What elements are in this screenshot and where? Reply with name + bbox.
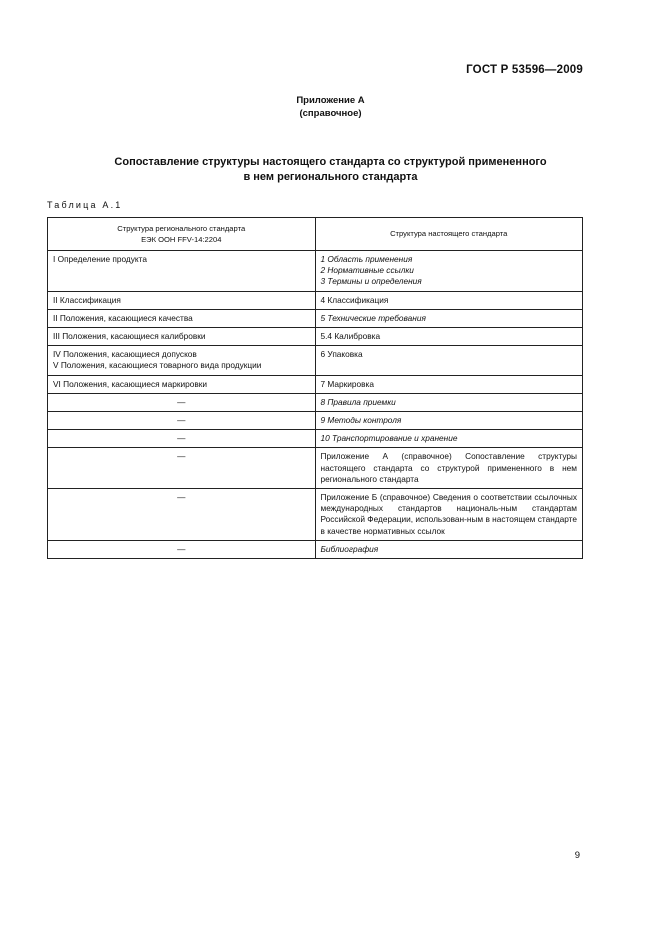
cell-text: 2 Нормативные ссылки <box>320 265 414 276</box>
comparison-table <box>47 217 583 559</box>
table-cell-current <box>315 412 583 430</box>
cell-dash: — <box>177 433 186 444</box>
table-cell-regional <box>48 448 316 489</box>
cell-text: V Положения, касающиеся товарного вида продукции <box>53 360 262 371</box>
table-cell-regional <box>48 412 316 430</box>
appendix-heading <box>0 94 661 120</box>
table-caption: Таблица А.1 <box>47 200 123 210</box>
table-cell-current <box>315 346 583 375</box>
cell-text: Библиография <box>320 543 379 554</box>
table-cell-regional <box>48 346 316 375</box>
appendix-subtitle: (справочное) <box>299 108 362 119</box>
section-title-line-1: Сопоставление структуры настоящего стандарта со структурой примененного <box>114 156 547 168</box>
cell-dash: — <box>177 396 186 407</box>
cell-text: II Положения, касающиеся качества <box>53 312 193 323</box>
cell-text: III Положения, касающиеся калибровки <box>53 331 206 342</box>
table-cell-current <box>315 489 583 541</box>
section-title-line-2: в нем регионального стандарта <box>243 171 418 183</box>
page-number: 9 <box>574 850 580 861</box>
cell-dash: — <box>177 492 186 503</box>
table-cell-current <box>315 309 583 327</box>
cell-text: Приложение Б (справочное) Сведения о соответствии ссылочных международных стандартов националь-ным стандартам Российской Федерации, использован-ным в настоящем стандарте в качестве нормативных ссылок <box>320 492 577 536</box>
table-cell-regional <box>48 251 316 292</box>
table-cell-regional <box>48 328 316 346</box>
cell-text: 7 Маркировка <box>320 378 374 389</box>
table-row <box>48 328 583 346</box>
cell-text: I Определение продукта <box>53 254 147 264</box>
table-cell-current <box>315 448 583 489</box>
cell-dash: — <box>177 451 186 462</box>
table-row <box>48 448 583 489</box>
table-header-row <box>48 218 583 251</box>
table-row <box>48 346 583 375</box>
table-cell-regional <box>48 393 316 411</box>
table-row <box>48 540 583 558</box>
cell-text: 3 Термины и определения <box>320 276 422 287</box>
table-cell-regional <box>48 430 316 448</box>
document-code: ГОСТ Р 53596—2009 <box>466 64 583 76</box>
cell-text: 8 Правила приемки <box>320 396 396 407</box>
table-cell-regional <box>48 309 316 327</box>
table-cell-current <box>315 328 583 346</box>
column-header-regional-line-1: Структура регионального стандарта <box>117 223 246 233</box>
table-cell-current <box>315 291 583 309</box>
table-cell-current <box>315 251 583 292</box>
table-cell-regional <box>48 291 316 309</box>
table-cell-current <box>315 393 583 411</box>
cell-text: 6 Упаковка <box>320 349 363 360</box>
table-cell-regional <box>48 489 316 541</box>
cell-text: Приложение А (справочное) Сопоставление структуры настоящего стандарта со структурой примененного в нем регионального стандарта <box>320 451 577 484</box>
section-title <box>60 155 601 185</box>
cell-text: 9 Методы контроля <box>320 415 402 426</box>
column-header-current: Структура настоящего стандарта <box>315 218 583 251</box>
cell-text: 5 Технические требования <box>320 312 426 323</box>
table-row <box>48 291 583 309</box>
table-cell-current <box>315 540 583 558</box>
cell-dash: — <box>177 543 186 554</box>
cell-dash: — <box>177 415 186 426</box>
cell-text: 5.4 Калибровка <box>320 331 381 342</box>
table-cell-regional <box>48 375 316 393</box>
table-row <box>48 251 583 292</box>
cell-text: VI Положения, касающиеся маркировки <box>53 378 208 389</box>
table-row <box>48 309 583 327</box>
cell-text: IV Положения, касающиеся допусков <box>53 349 197 360</box>
table-row <box>48 375 583 393</box>
table-cell-current <box>315 430 583 448</box>
cell-text: 1 Область применения <box>320 254 413 264</box>
table-row <box>48 489 583 541</box>
table-cell-regional <box>48 540 316 558</box>
column-header-regional <box>48 218 316 251</box>
appendix-title: Приложение А <box>296 95 365 106</box>
table-row <box>48 412 583 430</box>
cell-text: 4 Классификация <box>320 294 389 305</box>
cell-text: II Классификация <box>53 294 121 305</box>
table-cell-current <box>315 375 583 393</box>
cell-text: 10 Транспортирование и хранение <box>320 433 458 444</box>
table-row <box>48 393 583 411</box>
column-header-regional-line-2: ЕЭК ООН FFV-14:2204 <box>141 235 222 244</box>
table-row <box>48 430 583 448</box>
